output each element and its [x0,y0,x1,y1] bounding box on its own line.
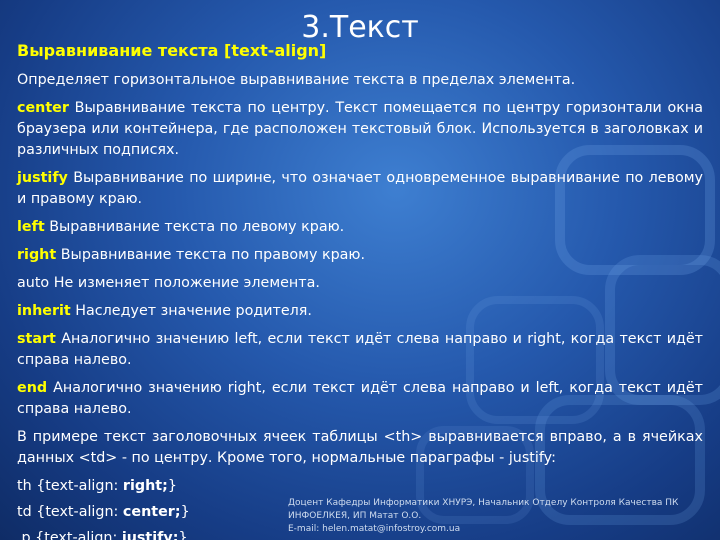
value-center [17,98,703,161]
value-desc: Выравнивание по ширине, что означает одновременное выравнивание по левому и правому краю. [17,170,704,207]
section-heading: Выравнивание текста [text-align] [17,41,327,60]
code-prefix: p {text-align: [17,530,122,546]
code-value: justify; [121,530,179,546]
footer-author: Доцент Кафедры Информатики ХНУРЭ, Начальник Отделу Контроля Качества ПК ИНФОЕЛКЕЯ, ИП Матат О.О. [288,498,679,521]
value-desc: Аналогично значению left, если текст идёт слева направо и right, когда текст идёт справа налево. [17,331,704,368]
value-start [17,329,703,371]
value-key: center [17,100,69,116]
value-justify [17,168,703,210]
slide-content [17,40,703,554]
slide-title: 3.Текст [301,10,419,45]
value-desc: Выравнивание текста по центру. Текст помещается по центру горизонтали окна браузера или контейнера, где расположен текстовый блок. Используется в заголовках и различных подписях. [17,100,703,158]
code-value: right; [122,478,168,494]
intro-text: Определяет горизонтальное выравнивание текста в пределах элемента. [17,72,576,88]
code-prefix: th {text-align: [17,478,123,494]
value-key: auto [17,275,50,291]
value-inherit [17,301,703,322]
value-end [17,378,703,420]
code-suffix: } [178,530,188,546]
value-desc: Выравнивание текста по левому краю. [49,219,345,235]
value-key: end [17,380,48,396]
value-key: start [17,331,56,347]
value-desc: Наследует значение родителя. [75,303,312,319]
value-desc: Выравнивание текста по правому краю. [60,247,366,263]
value-left [17,217,703,238]
value-key: right [17,247,57,263]
footer-credits [288,497,720,536]
footer-email: E-mail: helen.matat@infostroy.com.ua [288,524,461,534]
example-text: В примере текст заголовочных ячеек таблицы <th> выравнивается вправо, а в ячейках данных <td> - по центру. Кроме того, нормальные параграфы - justify: [17,429,703,466]
value-desc: Не изменяет положение элемента. [53,275,320,291]
value-key: left [17,219,45,235]
code-prefix: td {text-align: [17,504,123,520]
code-suffix: } [167,478,177,494]
value-desc: Аналогично значению right, если текст идёт слева направо и left, когда текст идёт справа налево. [17,380,704,417]
value-auto [17,273,703,294]
code-suffix: } [180,504,190,520]
code-line-th [17,476,703,497]
value-right [17,245,703,266]
code-value: center; [122,504,181,520]
value-key: justify [17,170,68,186]
value-key: inherit [17,303,71,319]
